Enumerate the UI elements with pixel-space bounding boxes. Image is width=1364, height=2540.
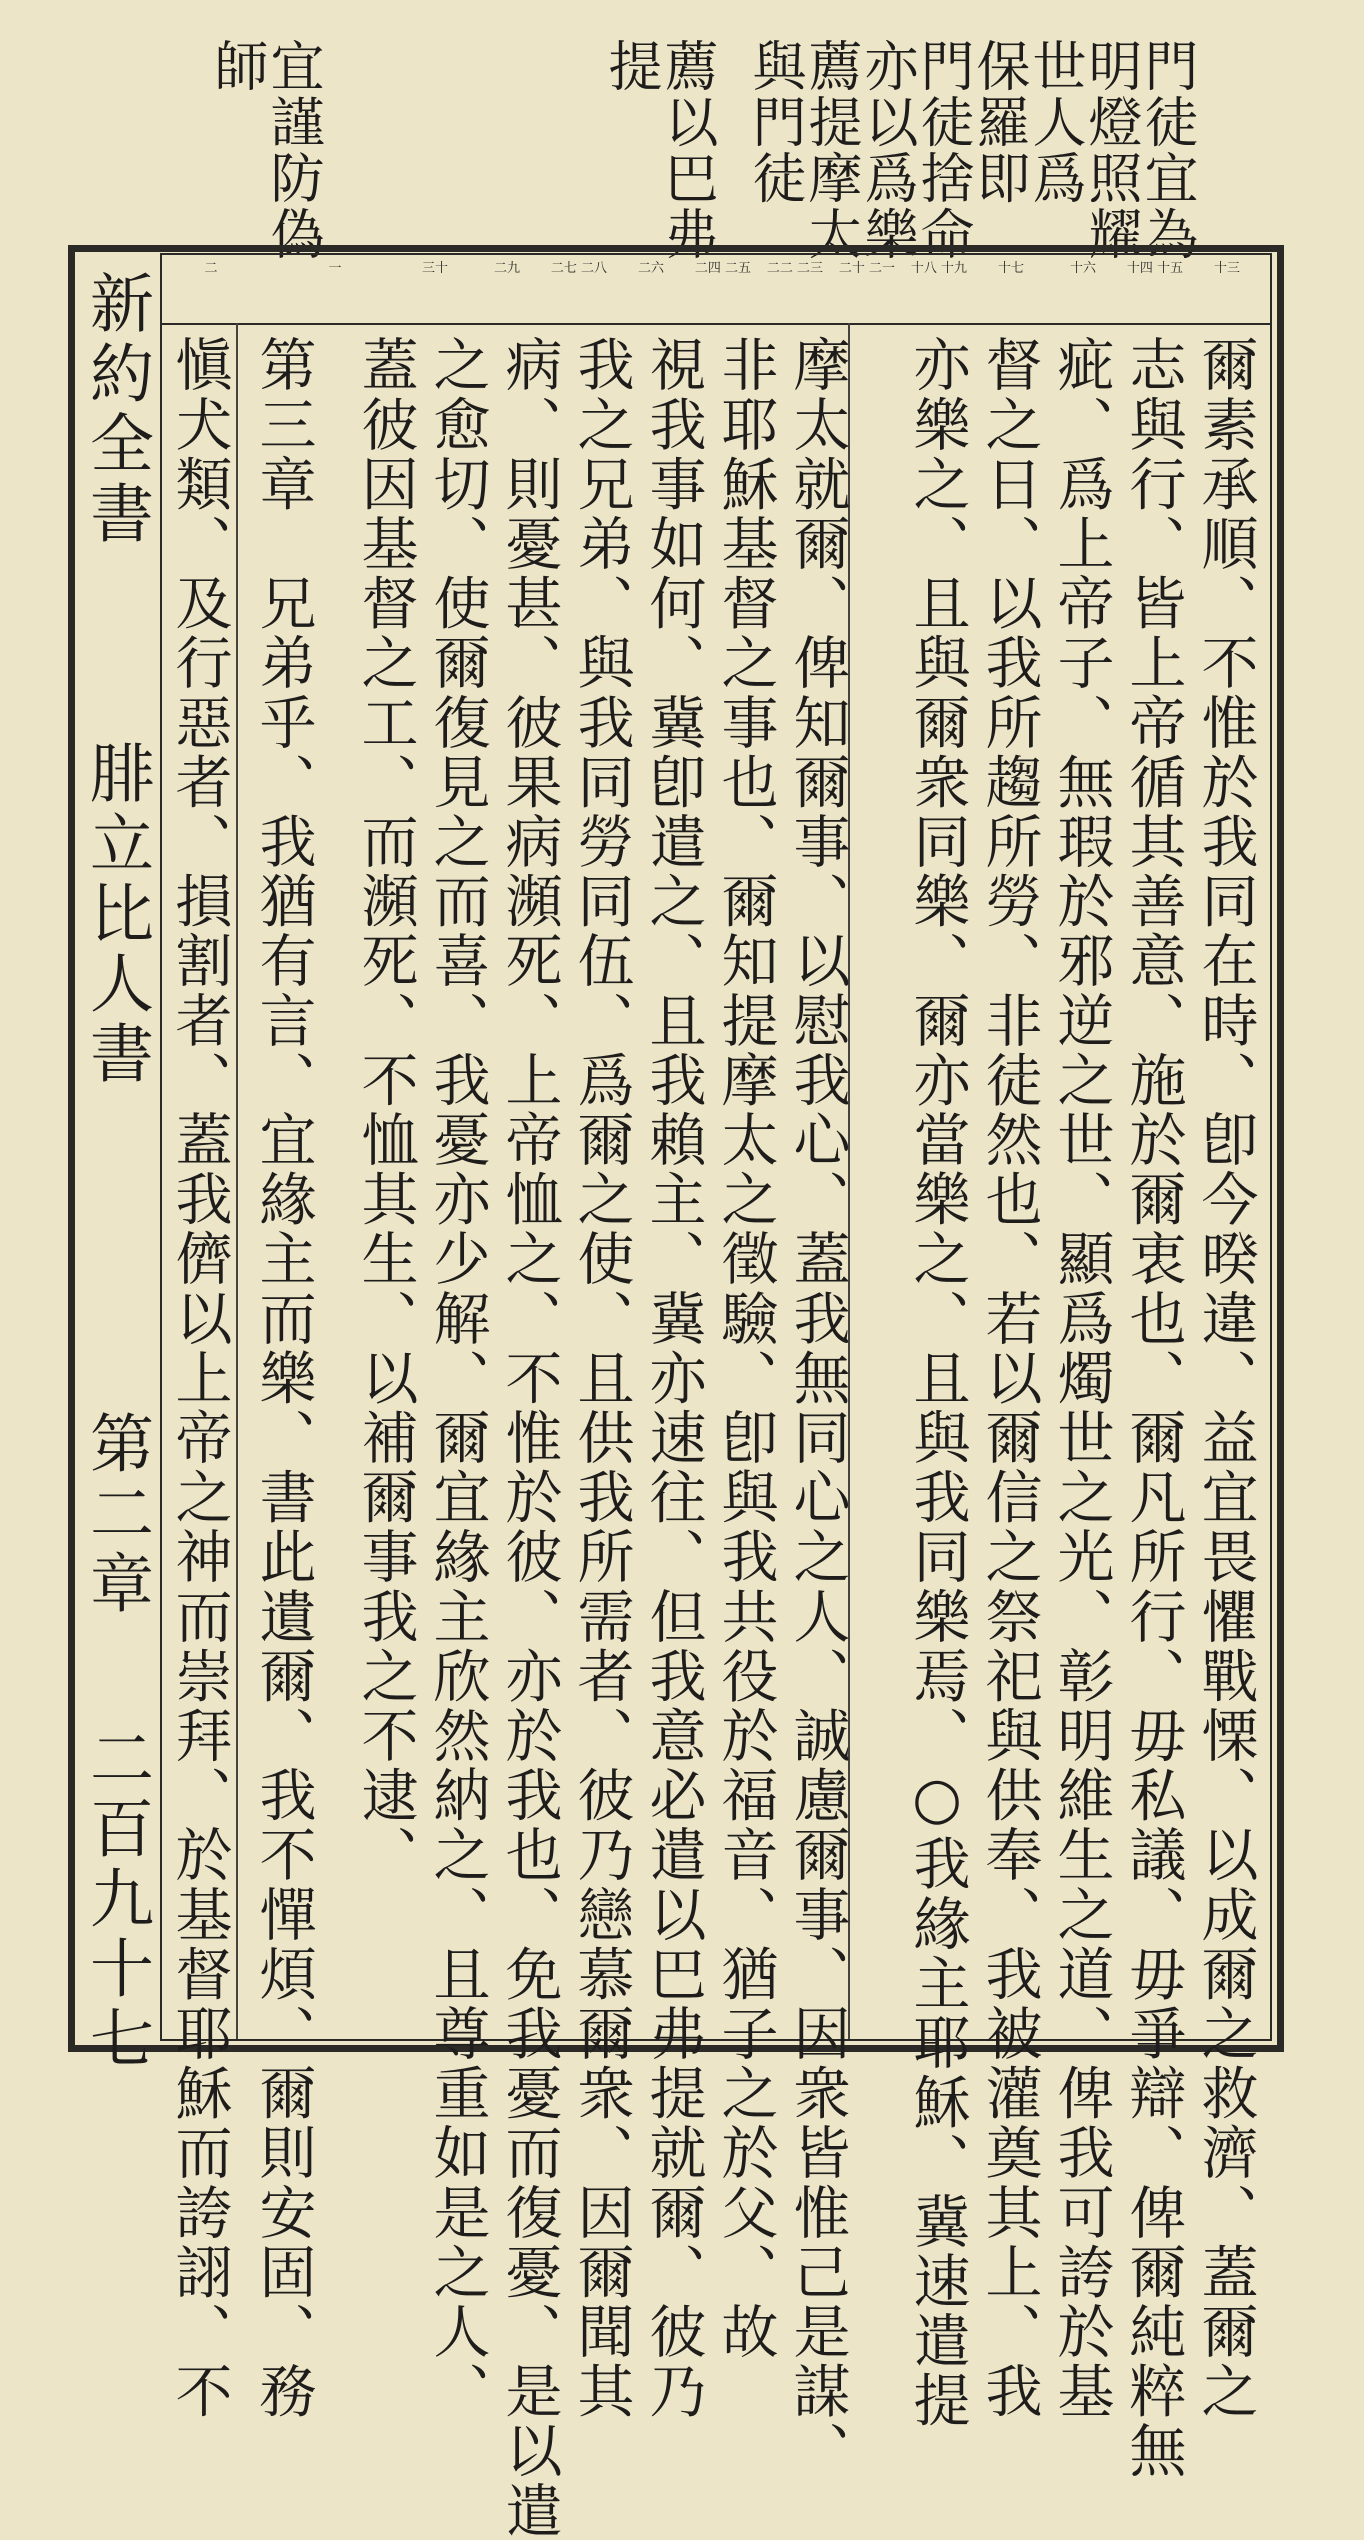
chapter-divider (236, 323, 238, 2039)
verse-number: 十八 十九 (910, 261, 968, 276)
verse-number: 二十 二一 (838, 261, 896, 276)
verse-number: 二九 (493, 261, 520, 276)
running-head-title: 新約全書 (79, 270, 153, 550)
text-column: 愼犬類、及行惡者、損割者、蓋我儕以上帝之神而崇拜、於基督耶穌而誇詡、不 (166, 335, 232, 2421)
top-note: 門徒捨命 (912, 38, 975, 262)
text-column: 督之日、以我所趨所勞、非徒然也、若以爾信之祭祀與供奉、我被灌奠其上、我 (976, 335, 1042, 2421)
text-column: 疵、爲上帝子、無瑕於邪逆之世、顯爲燭世之光、彰明維生之道、俾我可誇於基 (1048, 335, 1114, 2421)
running-head-book: 腓立比人書 (79, 740, 153, 1090)
verse-number: 十四 十五 (1126, 261, 1184, 276)
text-column: 之愈切、使爾復見之而喜、我憂亦少解、爾宜緣主欣然納之、且尊重如是之人、 (424, 335, 490, 2421)
verse-number: 二四 二五 (694, 261, 752, 276)
text-column: 亦樂之、且與爾衆同樂、爾亦當樂之、且與我同樂焉、○我緣主耶穌、冀速遣提 (904, 335, 970, 2430)
running-head (72, 270, 160, 2075)
verse-number: 一 (328, 261, 342, 276)
verse-number: 三十 (421, 261, 448, 276)
top-note: 明燈照耀 (1080, 38, 1143, 262)
top-note: 提 (600, 38, 663, 94)
verse-number: 二七 二八 (550, 261, 608, 276)
verse-number: 二六 (637, 261, 664, 276)
verse-number: 十六 (1069, 261, 1096, 276)
text-column: 視我事如何、冀卽遣之、且我賴主、冀亦速往、但我意必遣以巴弗提就爾、彼乃 (640, 335, 706, 2421)
page-number: 二百九十七 (79, 1725, 153, 2075)
top-note: 薦提摩太 (800, 38, 863, 262)
text-column: 蓋彼因基督之工、而瀕死、不恤其生、以補爾事我之不逮、 (352, 335, 418, 1885)
top-note: 薦以巴弗 (656, 38, 719, 262)
top-note: 世人爲 (1024, 38, 1087, 206)
verse-number-rule (162, 323, 1270, 325)
verse-number: 十三 (1213, 261, 1240, 276)
text-column: 爾素承順、不惟於我同在時、卽今暌違、益宜畏懼戰慄、以成爾之救濟、蓋爾之 (1192, 335, 1258, 2421)
top-note: 師 (206, 38, 269, 94)
top-note: 保羅即 (968, 38, 1031, 206)
top-note: 宜謹防偽 (262, 38, 325, 262)
verse-number: 十七 (997, 261, 1024, 276)
text-column: 第三章 兄弟乎、我猶有言、宜緣主而樂、書此遺爾、我不憚煩、爾則安固、務 (250, 335, 316, 2421)
top-note: 與門徒 (744, 38, 807, 206)
verse-number: 二二 二三 (766, 261, 824, 276)
running-head-chapter: 第二章 (79, 1410, 153, 1620)
text-column: 非耶穌基督之事也、爾知提摩太之徵驗、卽與我共役於福音、猶子之於父、故 (712, 335, 778, 2362)
verse-number: 二 (204, 261, 218, 276)
text-column: 病、則憂甚、彼果病瀕死、上帝恤之、不惟於彼、亦於我也、免我憂而復憂、是以遣 (496, 335, 562, 2540)
top-note: 門徒宜為 (1136, 38, 1199, 262)
top-note: 亦以爲樂 (856, 38, 919, 262)
text-column: 志與行、皆上帝循其善意、施於爾衷也、爾凡所行、毋私議、毋爭辯、俾爾純粹無 (1120, 335, 1186, 2481)
text-column: 我之兄弟、與我同勞同伍、爲爾之使、且供我所需者、彼乃戀慕爾衆、因爾聞其 (568, 335, 634, 2421)
text-column: 摩太就爾、俾知爾事、以慰我心、蓋我無同心之人、誠慮爾事、因衆皆惟己是謀、 (784, 335, 850, 2481)
